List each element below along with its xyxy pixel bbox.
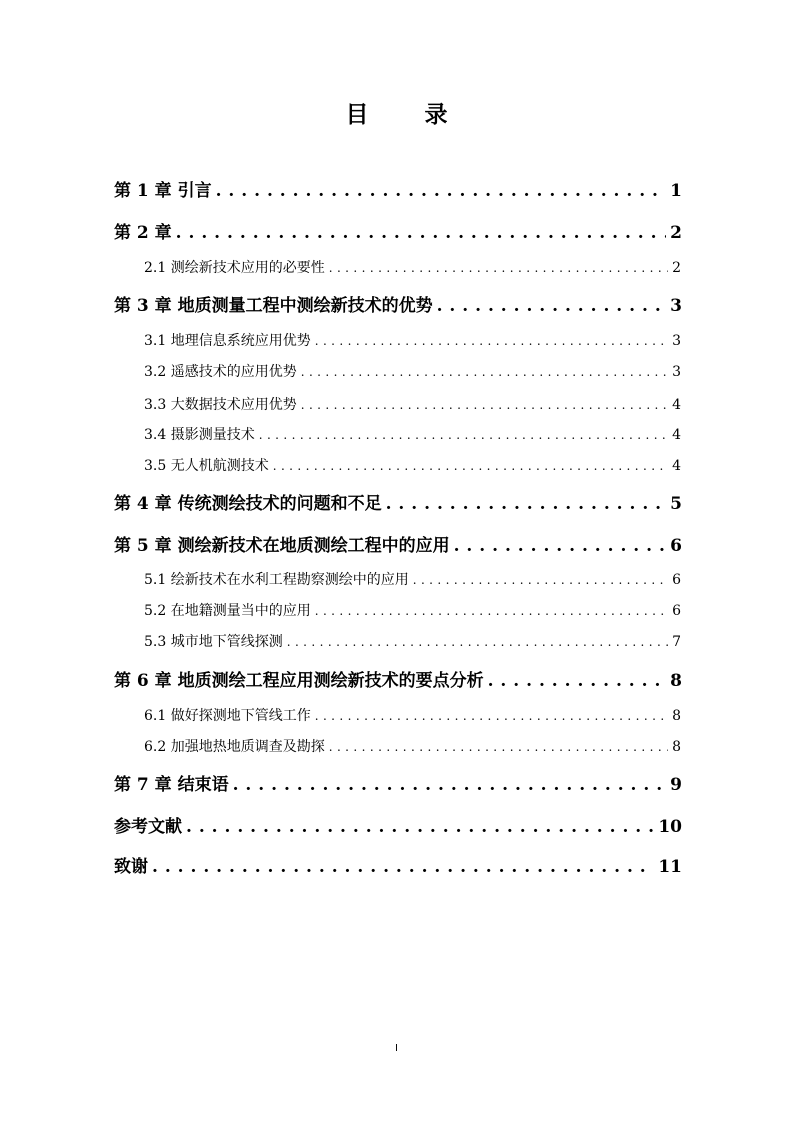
toc-entry-page: 8 <box>672 739 681 755</box>
dot-leader <box>216 181 667 201</box>
toc-entry-label: 3.2 遥感技术的应用优势 <box>144 364 297 380</box>
dot-leader <box>329 740 668 754</box>
toc-entry-chapter-2[interactable] <box>114 218 682 243</box>
dot-leader <box>454 536 667 556</box>
toc-entry-label: 致谢 <box>114 857 148 877</box>
toc-entry-page: 4 <box>672 427 681 443</box>
toc-entry-acknowledgements[interactable] <box>114 852 682 877</box>
dot-leader <box>152 857 654 877</box>
toc-entry-label: 第 4 章 传统测绘技术的问题和不足 <box>114 494 382 514</box>
toc-entry-page: 11 <box>658 857 682 877</box>
toc-entry-label: 2.1 测绘新技术应用的必要性 <box>144 260 325 276</box>
toc-entry-page: 4 <box>672 458 681 474</box>
dot-leader <box>488 671 667 691</box>
dot-leader <box>437 296 667 316</box>
dot-leader <box>233 775 667 795</box>
toc-title: 目 录 <box>345 101 472 128</box>
toc-entry-chapter-7[interactable] <box>114 770 682 795</box>
toc-entry-label: 3.5 无人机航测技术 <box>144 458 269 474</box>
toc-entry-section-3-2[interactable] <box>144 361 681 381</box>
toc-entry-section-6-2[interactable] <box>144 736 681 756</box>
dot-leader <box>176 223 666 243</box>
dot-leader <box>386 494 667 514</box>
toc-entry-label: 第 7 章 结束语 <box>114 775 229 795</box>
dot-leader <box>315 334 668 348</box>
toc-entry-page: 3 <box>672 333 681 349</box>
toc-entry-chapter-5[interactable] <box>114 531 682 556</box>
toc-entry-label: 5.2 在地籍测量当中的应用 <box>144 603 311 619</box>
toc-entry-chapter-4[interactable] <box>114 489 682 514</box>
toc-entry-page: 6 <box>672 603 681 619</box>
toc-entry-label: 5.1 绘新技术在水利工程勘察测绘中的应用 <box>144 572 409 588</box>
dot-leader <box>186 817 654 837</box>
toc-entry-page: 6 <box>672 572 681 588</box>
toc-entry-label: 第 1 章 引言 <box>114 181 212 201</box>
toc-entry-section-5-1[interactable] <box>144 569 681 589</box>
toc-entry-label: 第 5 章 测绘新技术在地质测绘工程中的应用 <box>114 536 450 556</box>
toc-entry-chapter-3[interactable] <box>114 291 682 316</box>
page-number: I <box>395 1043 398 1054</box>
toc-entry-label: 6.2 加强地热地质调查及勘探 <box>144 739 325 755</box>
toc-entry-page: 6 <box>670 536 682 556</box>
toc-entry-label: 3.1 地理信息系统应用优势 <box>144 333 311 349</box>
dot-leader <box>315 709 668 723</box>
toc-entry-page: 4 <box>672 397 681 413</box>
toc-entry-page: 5 <box>670 494 682 514</box>
toc-entry-label: 3.3 大数据技术应用优势 <box>144 397 297 413</box>
dot-leader <box>329 261 668 275</box>
toc-entry-page: 2 <box>672 260 681 276</box>
toc-entry-label: 5.3 城市地下管线探测 <box>144 634 283 650</box>
toc-entry-page: 1 <box>670 181 682 201</box>
toc-entry-section-3-1[interactable] <box>144 330 681 350</box>
toc-entry-page: 8 <box>670 671 682 691</box>
dot-leader <box>301 398 668 412</box>
toc-entry-page: 8 <box>672 708 681 724</box>
toc-entry-references[interactable] <box>114 812 682 837</box>
toc-entry-chapter-1[interactable] <box>114 176 682 201</box>
toc-entry-section-3-4[interactable] <box>144 424 681 444</box>
toc-entry-section-3-5[interactable] <box>144 455 681 475</box>
toc-entry-label: 参考文献 <box>114 817 182 837</box>
toc-entry-section-3-3[interactable] <box>144 394 681 414</box>
toc-entry-page: 10 <box>658 817 682 837</box>
toc-entry-label: 第 3 章 地质测量工程中测绘新技术的优势 <box>114 296 433 316</box>
toc-entry-page: 3 <box>672 364 681 380</box>
toc-entry-section-6-1[interactable] <box>144 705 681 725</box>
toc-entry-page: 7 <box>672 634 681 650</box>
dot-leader <box>315 604 668 618</box>
toc-entry-section-5-3[interactable] <box>144 631 681 651</box>
dot-leader <box>413 573 668 587</box>
toc-entry-section-2-1[interactable] <box>144 257 681 277</box>
dot-leader <box>259 428 668 442</box>
toc-entry-label: 第 6 章 地质测绘工程应用测绘新技术的要点分析 <box>114 671 484 691</box>
toc-entry-label: 3.4 摄影测量技术 <box>144 427 255 443</box>
toc-entry-page: 3 <box>670 296 682 316</box>
dot-leader <box>301 365 668 379</box>
toc-entry-page: 2 <box>670 223 682 243</box>
toc-entry-page: 9 <box>670 775 682 795</box>
dot-leader <box>273 459 668 473</box>
dot-leader <box>287 635 668 649</box>
toc-entry-label: 第 2 章 <box>114 223 172 243</box>
toc-entry-label: 6.1 做好探测地下管线工作 <box>144 708 311 724</box>
toc-entry-section-5-2[interactable] <box>144 600 681 620</box>
toc-entry-chapter-6[interactable] <box>114 666 682 691</box>
